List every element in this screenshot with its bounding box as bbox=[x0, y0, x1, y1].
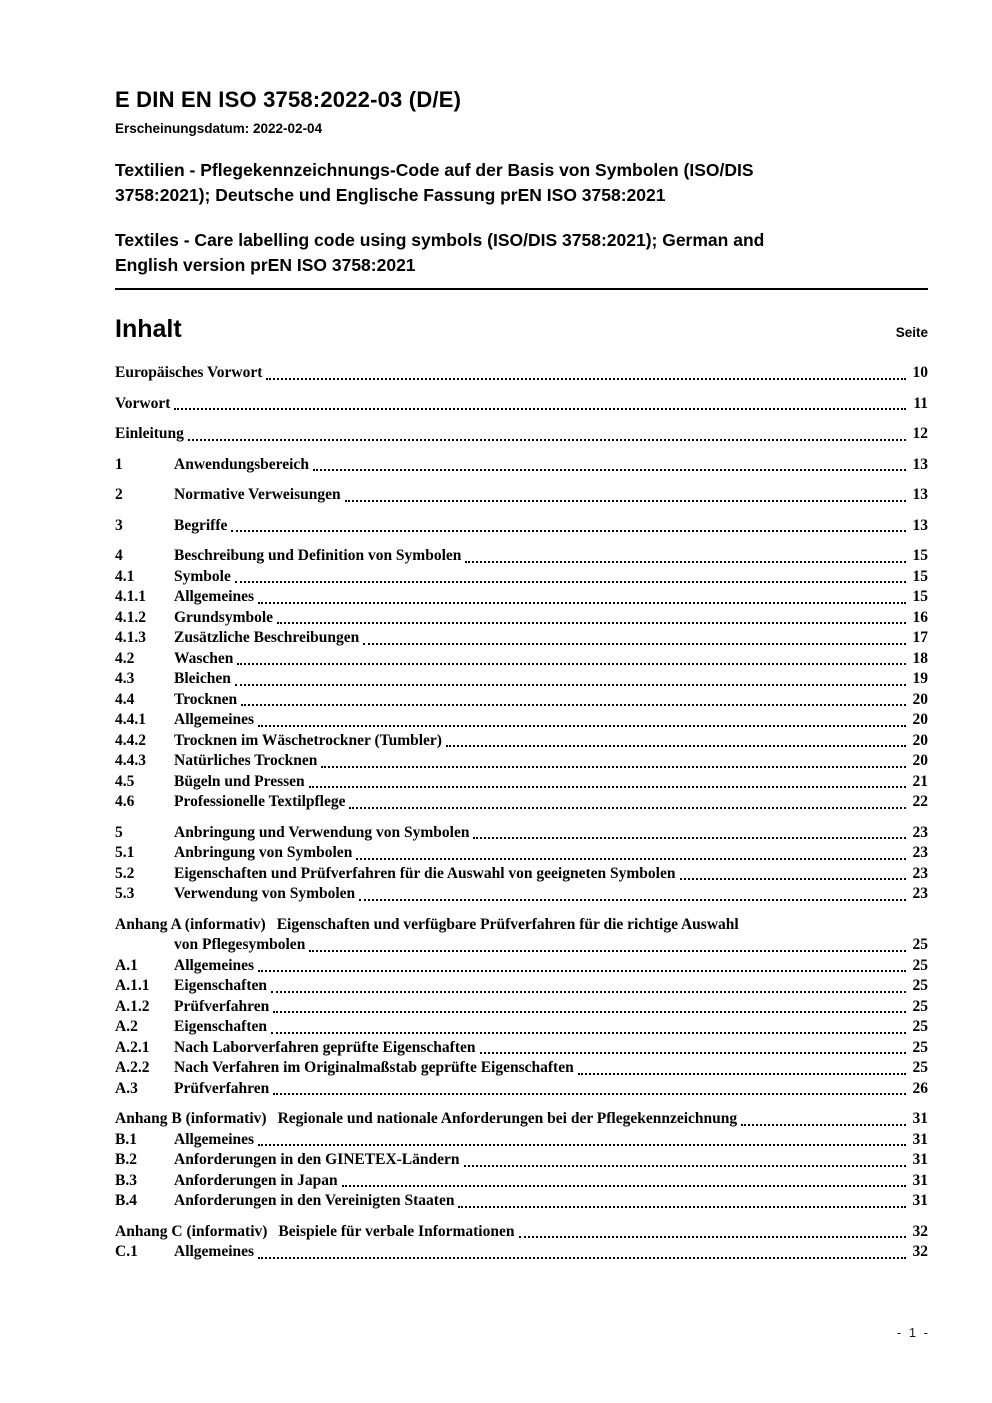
toc-entry-number: B.3 bbox=[115, 1171, 137, 1189]
toc-entry-page: 31 bbox=[912, 1151, 928, 1168]
toc-entry bbox=[115, 843, 928, 864]
toc-entry-number: 5.3 bbox=[115, 885, 135, 902]
toc-entry-number: A.2.2 bbox=[115, 1059, 150, 1076]
toc-entry-label: Eigenschaften und Prüfverfahren für die Auswahl von geeigneten Symbolen bbox=[174, 864, 676, 882]
toc-entry-number: B.1 bbox=[115, 1130, 137, 1148]
toc-entry-page: 31 bbox=[912, 1110, 928, 1127]
toc-entry-page: 15 bbox=[912, 588, 928, 605]
toc-leader-dots bbox=[313, 469, 906, 471]
toc-entry-label: Anbringung von Symbolen bbox=[174, 844, 353, 861]
toc-entry-label: Normative Verweisungen bbox=[174, 486, 341, 503]
toc-entry-number: 4.4.1 bbox=[115, 711, 146, 728]
toc-header bbox=[115, 314, 928, 344]
toc-entry-page: 15 bbox=[912, 547, 928, 564]
title-german-line1: Textilien - Pflegekennzeichnungs-Code auf der Basis von Symbolen (ISO/DIS bbox=[115, 160, 754, 180]
document-header bbox=[115, 0, 928, 290]
toc-entry-number: B.2 bbox=[115, 1151, 137, 1168]
toc-leader-dots bbox=[309, 786, 906, 788]
toc-leader-dots bbox=[464, 1165, 906, 1167]
toc-entry-page: 16 bbox=[912, 608, 928, 626]
toc-entry bbox=[115, 608, 928, 629]
toc-entry-number: 4.1 bbox=[115, 567, 135, 585]
toc-entry-page: 13 bbox=[912, 516, 928, 534]
toc-entry bbox=[115, 546, 928, 567]
toc-entry-page: 32 bbox=[912, 1222, 928, 1240]
toc-entry-page: 25 bbox=[912, 1038, 928, 1056]
toc-leader-dots bbox=[241, 704, 906, 706]
toc-entry-label: Allgemeines bbox=[174, 956, 255, 974]
title-german-line2: 3758:2021); Deutsche und Englische Fassung prEN ISO 3758:2021 bbox=[115, 185, 666, 205]
toc-entry-number: 4.1.1 bbox=[115, 588, 146, 605]
document-number: E DIN EN ISO 3758:2022-03 (D/E) bbox=[115, 87, 462, 112]
toc-entry-label: Allgemeines bbox=[174, 711, 255, 728]
toc-entry bbox=[115, 587, 928, 608]
toc-leader-dots bbox=[342, 1185, 906, 1187]
toc-entry bbox=[115, 792, 928, 813]
toc-entry-label: Prüfverfahren bbox=[174, 997, 270, 1015]
toc-leader-dots bbox=[258, 602, 906, 604]
toc-leader-dots bbox=[258, 1257, 906, 1259]
toc-leader-dots bbox=[321, 766, 906, 768]
toc-entry bbox=[115, 628, 928, 649]
toc-entry-label: Prüfverfahren bbox=[174, 1079, 270, 1097]
toc-leader-dots bbox=[271, 991, 906, 993]
toc-page-column-label: Seite bbox=[895, 325, 928, 340]
title-english-line1: Textiles - Care labelling code using symbols (ISO/DIS 3758:2021); German and bbox=[115, 230, 765, 250]
toc-entry-number: 1 bbox=[115, 455, 123, 473]
toc-entry-number: 3 bbox=[115, 516, 123, 534]
toc-entry bbox=[115, 394, 928, 415]
toc-entry-number: 4.4 bbox=[115, 690, 135, 708]
toc-leader-dots bbox=[741, 1124, 906, 1126]
toc-entry-label: Anwendungsbereich bbox=[174, 455, 309, 473]
toc-entry-label: Grundsymbole bbox=[174, 608, 274, 626]
toc-entry-label: Einleitung bbox=[115, 425, 184, 442]
toc-entry bbox=[115, 976, 928, 997]
toc-entry-page: 11 bbox=[913, 394, 928, 412]
horizontal-divider bbox=[115, 288, 928, 290]
toc-leader-dots bbox=[235, 684, 906, 686]
toc-entry bbox=[115, 751, 928, 772]
toc-entry-page: 20 bbox=[912, 690, 928, 708]
toc-entry bbox=[115, 823, 928, 844]
toc-entry-number: A.1.1 bbox=[115, 977, 150, 994]
toc-entry-page: 25 bbox=[912, 977, 928, 994]
toc-entry bbox=[115, 516, 928, 537]
toc-entry bbox=[115, 1017, 928, 1038]
toc-entry-label: Vorwort bbox=[115, 394, 171, 412]
toc-entry-page: 10 bbox=[912, 364, 928, 381]
toc-entry-page: 21 bbox=[912, 772, 928, 790]
toc-entry-number: 4.1.3 bbox=[115, 629, 146, 646]
toc-entry-page: 31 bbox=[912, 1171, 928, 1189]
toc-entry bbox=[115, 772, 928, 793]
toc-entry-page: 26 bbox=[912, 1079, 928, 1097]
toc-entry bbox=[115, 1109, 928, 1130]
toc-leader-dots bbox=[258, 1144, 906, 1146]
toc-entry-label: Bleichen bbox=[174, 670, 231, 687]
toc-entry-label: von Pflegesymbolen bbox=[174, 936, 306, 953]
toc-entry-page: 32 bbox=[912, 1243, 928, 1260]
toc-entry-label: Professionelle Textilpflege bbox=[174, 793, 346, 810]
page-number-footer: - 1 - bbox=[896, 1325, 930, 1340]
table-of-contents bbox=[115, 314, 928, 1263]
toc-entry-number: A.1 bbox=[115, 956, 138, 974]
toc-entry-page: 12 bbox=[912, 425, 928, 442]
toc-entry bbox=[115, 1242, 928, 1263]
toc-entry bbox=[115, 915, 928, 936]
toc-entry-label: Eigenschaften bbox=[174, 1018, 267, 1035]
toc-entry bbox=[115, 1191, 928, 1212]
toc-leader-dots bbox=[273, 1093, 906, 1095]
toc-entry-page: 31 bbox=[912, 1130, 928, 1148]
toc-entry-number: Anhang B (informativ) bbox=[115, 1110, 267, 1127]
toc-entry-label: Verwendung von Symbolen bbox=[174, 885, 356, 902]
toc-entry bbox=[115, 1150, 928, 1171]
toc-entry bbox=[115, 710, 928, 731]
toc-entry-page: 19 bbox=[912, 670, 928, 687]
toc-leader-dots bbox=[578, 1073, 906, 1075]
toc-entry-label: Allgemeines bbox=[174, 588, 255, 605]
toc-leader-dots bbox=[235, 581, 906, 583]
toc-leader-dots bbox=[231, 530, 906, 532]
toc-entry-number: C.1 bbox=[115, 1243, 138, 1260]
page-content bbox=[115, 0, 928, 1263]
toc-entry bbox=[115, 1130, 928, 1151]
toc-leader-dots bbox=[266, 378, 906, 380]
toc-entry-page: 22 bbox=[912, 793, 928, 810]
toc-leader-dots bbox=[237, 663, 906, 665]
toc-entry bbox=[115, 935, 928, 956]
toc-leader-dots bbox=[480, 1052, 906, 1054]
toc-leader-dots bbox=[446, 745, 906, 747]
toc-entry bbox=[115, 997, 928, 1018]
toc-entry-label: Eigenschaften bbox=[174, 977, 267, 994]
toc-entry-page: 17 bbox=[912, 629, 928, 646]
toc-entry-number: 4.5 bbox=[115, 772, 135, 790]
toc-entry-page: 20 bbox=[912, 752, 928, 769]
toc-entry-number: 2 bbox=[115, 486, 123, 503]
toc-leader-dots bbox=[356, 858, 906, 860]
title-english bbox=[115, 228, 928, 278]
toc-leader-dots bbox=[277, 622, 906, 624]
toc-entry bbox=[115, 649, 928, 670]
toc-entry-label: Anforderungen in den Vereinigten Staaten bbox=[174, 1192, 455, 1209]
toc-entry bbox=[115, 864, 928, 885]
toc-leader-dots bbox=[363, 643, 906, 645]
toc-entry bbox=[115, 567, 928, 588]
toc-entry bbox=[115, 424, 928, 445]
toc-entry-page: 25 bbox=[912, 936, 928, 953]
title-english-line2: English version prEN ISO 3758:2021 bbox=[115, 255, 416, 275]
toc-leader-dots bbox=[345, 500, 906, 502]
toc-leader-dots bbox=[309, 950, 906, 952]
toc-entry bbox=[115, 1038, 928, 1059]
toc-entry-page: 23 bbox=[912, 864, 928, 882]
toc-entry-number: A.2 bbox=[115, 1018, 138, 1035]
toc-leader-dots bbox=[473, 837, 906, 839]
toc-entry-page: 25 bbox=[912, 1059, 928, 1076]
toc-entry bbox=[115, 455, 928, 476]
toc-entry-label: Europäisches Vorwort bbox=[115, 364, 263, 381]
toc-entry-page: 15 bbox=[912, 567, 928, 585]
toc-entry bbox=[115, 669, 928, 690]
toc-entry-page: 23 bbox=[912, 844, 928, 861]
toc-entry-page: 20 bbox=[912, 731, 928, 749]
title-german bbox=[115, 158, 928, 208]
toc-entry-page: 23 bbox=[912, 823, 928, 841]
toc-entry-page: 25 bbox=[912, 1018, 928, 1035]
toc-entry-label: Nach Laborverfahren geprüfte Eigenschaften bbox=[174, 1038, 476, 1056]
toc-leader-dots bbox=[359, 899, 906, 901]
toc-entry bbox=[115, 884, 928, 905]
toc-entry-page: 18 bbox=[912, 649, 928, 667]
toc-entry-label: Waschen bbox=[174, 649, 234, 667]
toc-leader-dots bbox=[680, 878, 907, 880]
toc-leader-dots bbox=[349, 807, 906, 809]
toc-entry-label: Anforderungen in den GINETEX-Ländern bbox=[174, 1151, 460, 1168]
toc-entry-label: Trocknen bbox=[174, 690, 238, 708]
toc-entry-number: 4.4.3 bbox=[115, 752, 146, 769]
toc-entry-label: Nach Verfahren im Originalmaßstab geprüfte Eigenschaften bbox=[174, 1059, 574, 1076]
toc-entry bbox=[115, 1222, 928, 1243]
toc-leader-dots bbox=[271, 1032, 906, 1034]
toc-entry-label: Anbringung und Verwendung von Symbolen bbox=[174, 823, 470, 841]
toc-entry-number: 4.3 bbox=[115, 670, 135, 687]
toc-entry-page: 20 bbox=[912, 711, 928, 728]
toc-entry bbox=[115, 1058, 928, 1079]
toc-entry-number: B.4 bbox=[115, 1192, 137, 1209]
toc-entry-page: 13 bbox=[912, 455, 928, 473]
toc-entry-page: 13 bbox=[912, 486, 928, 503]
toc-entry-page: 31 bbox=[912, 1192, 928, 1209]
toc-entry-label: Zusätzliche Beschreibungen bbox=[174, 629, 360, 646]
toc-entry-label: Beschreibung und Definition von Symbolen bbox=[174, 547, 462, 564]
toc-entry-number: 4.2 bbox=[115, 649, 135, 667]
toc-entry-label: Beispiele für verbale Informationen bbox=[278, 1222, 515, 1240]
toc-entry-page: 23 bbox=[912, 885, 928, 902]
toc-leader-dots bbox=[458, 1206, 906, 1208]
toc-entry-label: Eigenschaften und verfügbare Prüfverfahren für die richtige Auswahl bbox=[276, 915, 739, 933]
toc-entry bbox=[115, 1079, 928, 1100]
toc-entry-number: A.2.1 bbox=[115, 1038, 150, 1056]
toc-entry-number: 5.2 bbox=[115, 864, 135, 882]
toc-leader-dots bbox=[273, 1011, 906, 1013]
toc-entry bbox=[115, 956, 928, 977]
toc-entry-number: 5.1 bbox=[115, 844, 135, 861]
toc-entry bbox=[115, 731, 928, 752]
toc-leader-dots bbox=[188, 439, 906, 441]
toc-entry bbox=[115, 363, 928, 384]
toc-entry-label: Trocknen im Wäschetrockner (Tumbler) bbox=[174, 731, 442, 749]
toc-entry bbox=[115, 1171, 928, 1192]
toc-entry-label: Anforderungen in Japan bbox=[174, 1171, 338, 1189]
toc-list bbox=[115, 363, 928, 1263]
toc-entry-label: Bügeln und Pressen bbox=[174, 772, 305, 790]
toc-entry-number: 4 bbox=[115, 547, 123, 564]
toc-entry-label: Allgemeines bbox=[174, 1243, 255, 1260]
toc-entry-label: Symbole bbox=[174, 567, 231, 585]
toc-entry-label: Allgemeines bbox=[174, 1130, 255, 1148]
toc-entry-number: 5 bbox=[115, 823, 123, 841]
toc-entry-label: Natürliches Trocknen bbox=[174, 752, 318, 769]
toc-entry-label: Regionale und nationale Anforderungen bei der Pflegekennzeichnung bbox=[277, 1110, 738, 1127]
toc-leader-dots bbox=[174, 408, 906, 410]
toc-entry-number: 4.4.2 bbox=[115, 731, 146, 749]
toc-entry-number: Anhang A (informativ) bbox=[115, 915, 266, 933]
toc-entry-number: Anhang C (informativ) bbox=[115, 1222, 268, 1240]
toc-entry-page: 25 bbox=[912, 956, 928, 974]
toc-heading: Inhalt bbox=[115, 315, 182, 343]
toc-entry-number: A.1.2 bbox=[115, 997, 150, 1015]
toc-leader-dots bbox=[258, 725, 906, 727]
publication-date: Erscheinungsdatum: 2022-02-04 bbox=[115, 121, 323, 136]
toc-entry bbox=[115, 485, 928, 506]
toc-entry-number: A.3 bbox=[115, 1079, 138, 1097]
toc-entry-label: Begriffe bbox=[174, 516, 228, 534]
toc-entry-page: 25 bbox=[912, 997, 928, 1015]
toc-leader-dots bbox=[465, 561, 906, 563]
toc-entry-number: 4.1.2 bbox=[115, 608, 146, 626]
toc-entry-number: 4.6 bbox=[115, 793, 135, 810]
toc-entry bbox=[115, 690, 928, 711]
toc-leader-dots bbox=[519, 1236, 907, 1238]
toc-leader-dots bbox=[258, 970, 906, 972]
